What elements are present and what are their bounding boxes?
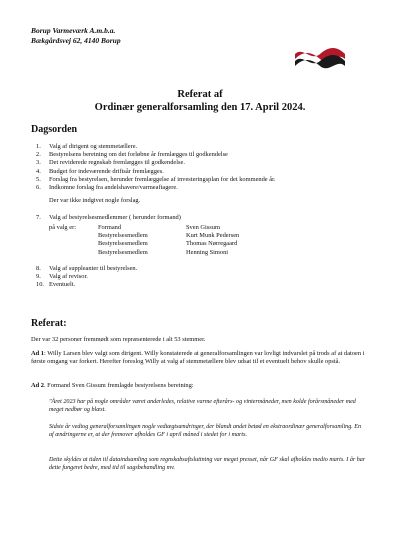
company-logo-icon [293, 48, 347, 72]
report-quote-1: "Året 2023 har på nogle områder været anderledes, relative varme efterårs- og vintermåneder, men kolde forårsmåneder med meget nedbør og blæst. [49, 399, 356, 413]
attendance-paragraph: Der var 32 personer fremmødt som repræsenterede i alt 53 stemmer. [31, 336, 206, 343]
report-quote-3: Dette skyldes at tiden til dataindsamling som regnskabsaftsluttning var meget presset, når GF skal afholdes medio marts. I år har dette fungeret bedre, med tid til sagsbehandling mv. [49, 457, 366, 471]
list-item: 4. Budget for indeværende driftsår fremlægges. [36, 167, 164, 175]
company-address: Bækgårdsvej 62, 4140 Borup [31, 36, 121, 45]
list-item: 9. Valg af revisor. [36, 273, 88, 281]
agenda-heading: Dagsorden [31, 124, 78, 135]
document-title-line2: Ordinær generalforsamling den 17. April 2024. [94, 102, 306, 113]
sender-block [31, 26, 121, 46]
table-row: Bestyrelsesmedlem Henning Simoni [98, 248, 229, 256]
table-row: Bestyrelsesmedlem Thomas Nørregaard [98, 240, 238, 248]
table-row: Bestyrelsesmedlem Kurt Munk Pedersen [98, 232, 240, 240]
list-item: 6. Indkomne forslag fra andelshavere/varmeaftagere. [36, 184, 178, 192]
agenda-list-continued [36, 265, 137, 290]
minutes-heading: Referat: [31, 318, 67, 329]
report-quote-2: Sidste år vedtog generalforsamlingen nogle vedtægtsændringer, der blandt andet betød en ekstraordinær generalforsamling. En af ændringerne er, at der fremover afholdes GF i april måned i stedet for i marts. [49, 424, 362, 438]
ad1-paragraph: Ad 1: Willy Larsen blev valgt som dirigent. Willy konstaterede at generalforsamlingen var lovligt indvarslet på trods af at datoen i første omgang var forkert. Herefter foreslog Willy at valg af stemmetællere blev udsat til et eventuelt behov skulle opstå. [31, 350, 365, 366]
list-item: 5. Forslag fra bestyrelsen, herunder fremlæggelse af investeringsplan for det kommende år. [36, 175, 276, 183]
list-item: 1. Valg af dirigent og stemmetællere. [36, 143, 138, 150]
list-item: 8. Valg af suppleanter til bestyrelsen. [36, 265, 138, 272]
ad2-paragraph: Ad 2. Formand Sven Gissum fremlagde bestyrelsens beretning: [31, 382, 194, 389]
list-item: 10. Eventuelt. [36, 281, 76, 289]
board-election-item: 7. Valg af bestyrelsesmedlemmer ( herunder formand) [36, 214, 181, 221]
list-item: 3. Det reviderede regnskab fremlægges til godkendelse. [36, 159, 185, 167]
agenda-list [36, 143, 376, 192]
table-row: på valg er: Formand Sven Gissum [49, 224, 220, 231]
members-table [49, 224, 239, 257]
no-proposals-note: Der var ikke indgivet nogle forslag. [49, 197, 141, 204]
company-name: Borup Varmeværk A.m.b.a. [31, 26, 116, 35]
document-title-line1: Referat af [177, 89, 223, 100]
list-item: 2. Bestyrelsens beretning om det forløbne år fremlægges til godkendelse [36, 151, 228, 159]
